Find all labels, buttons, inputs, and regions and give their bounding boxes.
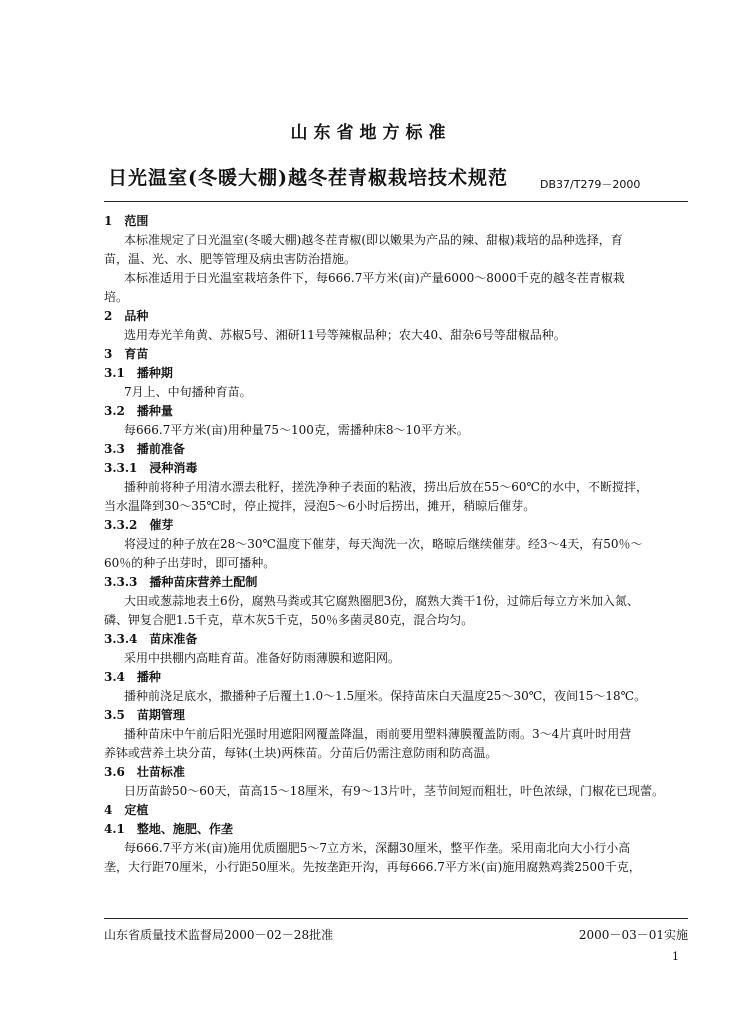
section-heading: 3 育苗	[104, 347, 149, 361]
paragraph-line: 磷、钾复合肥1.5千克，草木灰5千克，50％多菌灵80克，混合均匀。	[104, 613, 474, 627]
paragraph-line: 垄，大行距70厘米，小行距50厘米。先按垄距开沟，再每666.7平方米(亩)施用腐熟鸡粪2500千克，	[104, 860, 641, 874]
approval-note: 山东省质量技术监督局2000－02－28批准	[104, 928, 334, 942]
section-heading: 4.1 整地、施肥、作垄	[104, 822, 233, 836]
paragraph-line: 本标准适用于日光温室栽培条件下，每666.7平方米(亩)产量6000～8000千克的越冬茬青椒栽	[124, 271, 625, 285]
paragraph-line: 采用中拱棚内高畦育苗。准备好防雨薄膜和遮阳网。	[124, 651, 401, 665]
standard-code: DB37/T279－2000	[540, 178, 641, 191]
section-heading: 3.6 壮苗标准	[104, 765, 185, 779]
issuing-agency-heading: 山东省地方标准	[290, 123, 452, 143]
standard-title: 日光温室(冬暖大棚)越冬茬青椒栽培技术规范	[108, 167, 508, 189]
paragraph-line: 每666.7平方米(亩)施用优质圈肥5～7立方米，深翻30厘米，整平作垄。采用南北向大小行小高	[124, 841, 631, 855]
section-heading: 3.5 苗期管理	[104, 708, 185, 722]
paragraph-line: 日历苗龄50～60天，苗高15～18厘米，有9～13片叶，茎节间短而粗壮，叶色浓绿，门椒花已现蕾。	[124, 784, 664, 798]
footer	[104, 926, 688, 943]
document-body	[104, 212, 688, 877]
section-heading: 4 定植	[104, 803, 149, 817]
page-number: 1	[672, 950, 679, 963]
section-heading: 2 品种	[104, 309, 149, 323]
paragraph-line: 将浸过的种子放在28～30℃温度下催芽，每天淘洗一次，略晾后继续催芽。经3～4天，有50％～	[124, 537, 643, 551]
paragraph-line: 60％的种子出芽时，即可播种。	[104, 556, 276, 570]
section-heading: 3.3.3 播种苗床营养土配制	[104, 575, 258, 589]
paragraph-line: 每666.7平方米(亩)用种量75～100克，需播种床8～10平方米。	[124, 423, 469, 437]
header-divider	[104, 201, 688, 202]
paragraph-line: 7月上、中旬播种育苗。	[124, 385, 252, 399]
paragraph-line: 当水温降到30～35℃时，停止搅拌，浸泡5～6小时后捞出，摊开，稍晾后催芽。	[104, 499, 536, 513]
section-heading: 3.3.2 催芽	[104, 518, 174, 532]
paragraph-line: 培。	[104, 290, 129, 304]
paragraph-line: 养钵或营养土块分苗，每钵(土块)两株苗。分苗后仍需注意防雨和防高温。	[104, 746, 498, 760]
section-heading: 3.1 播种期	[104, 366, 173, 380]
paragraph-line: 播种苗床中午前后阳光强时用遮阳网覆盖降温，雨前要用塑料薄膜覆盖防雨。3～4片真叶时用营	[124, 727, 632, 741]
section-heading: 1 范围	[104, 214, 149, 228]
paragraph-line: 本标准规定了日光温室(冬暖大棚)越冬茬青椒(即以嫩果为产品的辣、甜椒)栽培的品种选择，育	[124, 233, 623, 247]
section-heading: 3.2 播种量	[104, 404, 173, 418]
footer-divider	[104, 918, 688, 919]
section-heading: 3.3.1 浸种消毒	[104, 461, 198, 475]
effective-date: 2000－03－01实施	[578, 928, 688, 942]
paragraph-line: 播种前将种子用清水漂去秕籽，搓洗净种子表面的粘液，捞出后放在55～60℃的水中，不断搅拌，	[124, 480, 648, 494]
paragraph-line: 苗，温、光、水、肥等管理及病虫害防治措施。	[104, 252, 357, 266]
paragraph-line: 选用寿光羊角黄、苏椒5号、湘研11号等辣椒品种；农大40、甜杂6号等甜椒品种。	[124, 328, 566, 342]
section-heading: 3.3.4 苗床准备	[104, 632, 198, 646]
paragraph-line: 大田或葱蒜地表土6份，腐熟马粪或其它腐熟圈肥3份，腐熟大粪干1份，过筛后每立方米加入氮、	[124, 594, 639, 608]
section-heading: 3.4 播种	[104, 670, 161, 684]
paragraph-line: 播种前浇足底水，撒播种子后覆土1.0～1.5厘米。保持苗床白天温度25～30℃，夜间15～18℃。	[124, 689, 647, 703]
section-heading: 3.3 播前准备	[104, 442, 185, 456]
